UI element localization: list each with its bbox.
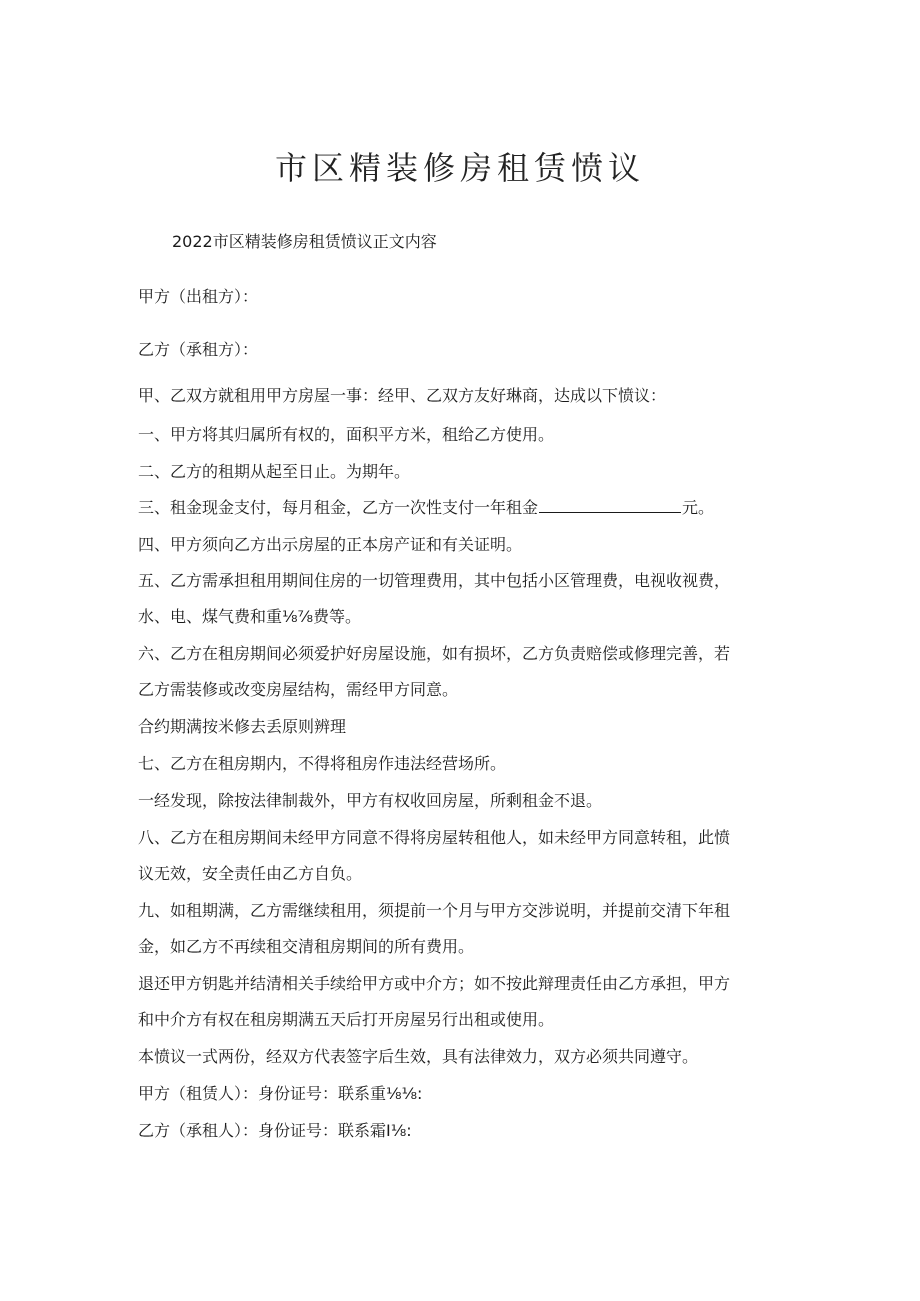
document-title: 市区精装修房租赁愤议 — [274, 149, 645, 187]
clause-6-line-1: 六、乙方在租房期间必须爱护好房屋设施，如有损坏，乙方负责赔偿或修理完善，若 — [138, 644, 731, 663]
clause-7: 七、乙方在租房期内，不得将租房作违法经营场所。 — [138, 754, 507, 773]
return-keys-line-2: 和中介方有权在租房期满五天后打开房屋另行出租或使用。 — [138, 1010, 555, 1029]
rent-amount-blank — [539, 496, 681, 513]
clause-2: 二、乙方的租期从起至日止。为期年。 — [138, 462, 411, 481]
intro-paragraph: 甲、乙双方就租用甲方房屋一事：经甲、乙双方友好琳商，达成以下愤议： — [138, 386, 667, 405]
clause-9-line-1: 九、如租期满，乙方需继续租用，须提前一个月与甲方交涉说明，并提前交清下年租 — [138, 901, 731, 920]
signature-party-b: 乙方（承租人）：身份证号：联系霜I⅛: — [138, 1121, 412, 1140]
clause-5-line-1: 五、乙方需承担租用期间住房的一切管理费用，其中包括小区管理费，电视收视费， — [138, 571, 731, 590]
clause-6-line-2: 乙方需装修或改变房屋结构，需经甲方同意。 — [138, 680, 459, 699]
clause-5-line-2: 水、电、煤气费和重⅛⅞费等。 — [138, 607, 362, 626]
document-subtitle: 2022市区精装修房租赁愤议正文内容 — [172, 232, 437, 251]
clause-8-line-1: 八、乙方在租房期间未经甲方同意不得将房屋转租他人，如未经甲方同意转租，此愤 — [138, 828, 731, 847]
party-b-line: 乙方（承租方）： — [138, 340, 259, 359]
clause-9-line-2: 金，如乙方不再续租交清租房期间的所有费用。 — [138, 937, 475, 956]
return-keys-line-1: 退还甲方钥匙并结清相关手续给甲方或中介方；如不按此辩理责任由乙方承担，甲方 — [138, 974, 731, 993]
clause-3 — [138, 496, 714, 520]
clause-4: 四、甲方须向乙方出示房屋的正本房产证和有关证明。 — [138, 535, 523, 554]
signature-party-a: 甲方（租赁人）：身份证号：联系重⅛⅛: — [138, 1084, 423, 1103]
clause-7-note: 一经发现，除按法律制裁外，甲方有权收回房屋，所剩租金不退。 — [138, 791, 603, 810]
party-a-line: 甲方（出租方）： — [138, 287, 259, 306]
copies-clause: 本愤议一式两份，经双方代表签字后生效，具有法律效力，双方必须共同遵守。 — [138, 1047, 699, 1066]
clause-1: 一、甲方将其归属所有权的，面积平方米，租给乙方使用。 — [138, 425, 555, 444]
clause-3-unit: 元。 — [682, 498, 715, 517]
expiry-note: 合约期满按米修去丢原则辨理 — [138, 717, 347, 736]
clause-8-line-2: 议无效，安全责任由乙方自负。 — [138, 864, 363, 883]
clause-3-text: 三、租金现金支付，每月租金，乙方一次性支付一年租金 — [138, 498, 539, 517]
